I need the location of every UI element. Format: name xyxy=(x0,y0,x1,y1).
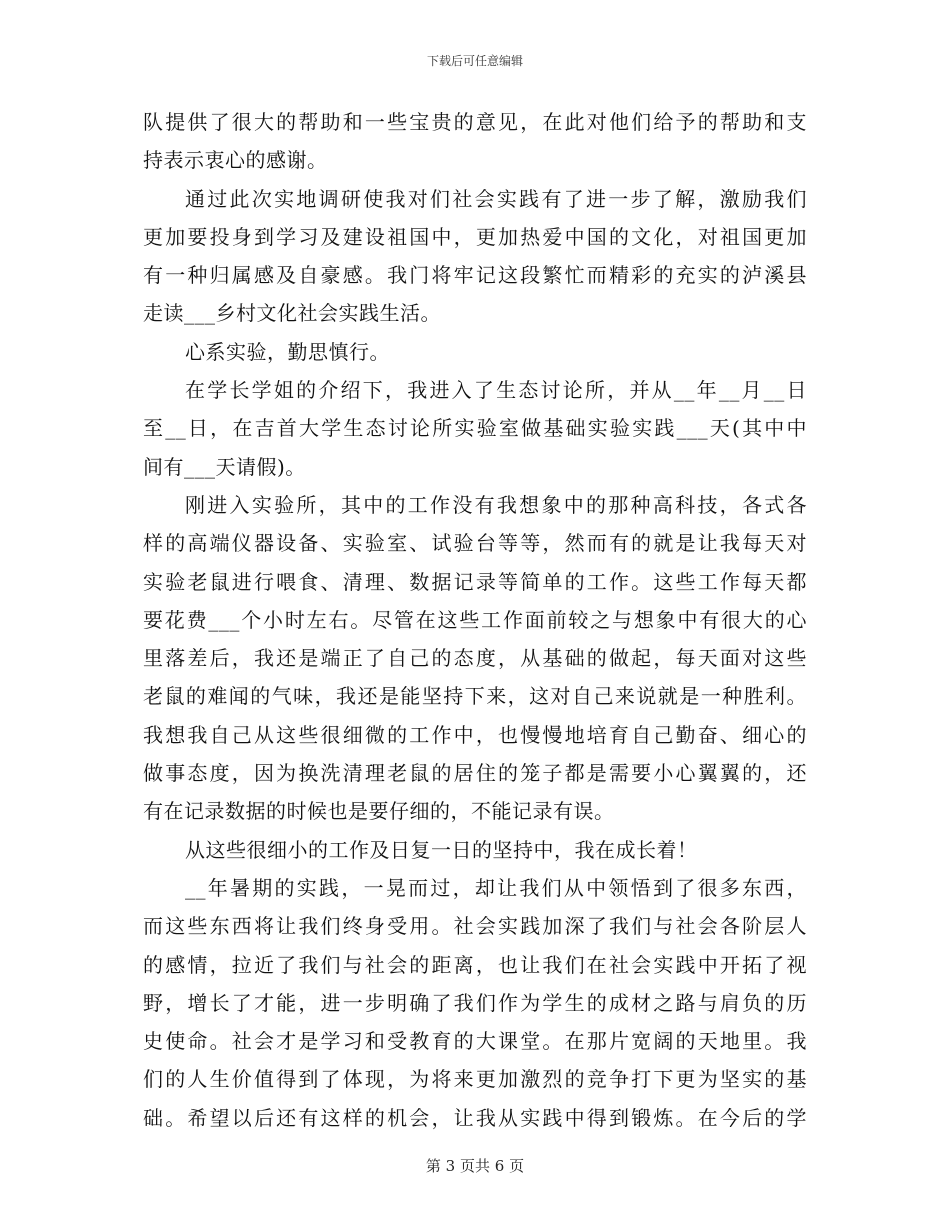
text-line: 从这些很细小的工作及日复一日的坚持中，我在成长着！ xyxy=(185,837,698,862)
paragraph xyxy=(143,486,807,831)
paragraph xyxy=(143,333,807,371)
text-line: 做事态度，因为换洗清理老鼠的居住的笼子都是需要小心翼翼的，还 xyxy=(143,761,807,786)
text-line: 有在记录数据的时候也是要仔细的，不能记录有误。 xyxy=(143,799,615,824)
text-line: 至__日，在吉首大学生态讨论所实验室做基础实验实践___天(其中中 xyxy=(143,416,807,441)
text-line: 有一种归属感及自豪感。我门将牢记这段繁忙而精彩的充实的泸溪县 xyxy=(143,263,807,288)
paragraph xyxy=(143,869,807,1137)
text-line: 心系实验，勤思慎行。 xyxy=(185,339,390,364)
page-number: 第 3 页共 6 页 xyxy=(425,1157,525,1175)
paragraph xyxy=(143,103,807,180)
text-line: 间有___天请假)。 xyxy=(143,454,306,479)
text-line: 的感情，拉近了我们与社会的距离，也让我们在社会实践中开拓了视 xyxy=(143,952,807,977)
paragraph xyxy=(143,180,807,333)
text-line: __年暑期的实践，一晃而过，却让我们从中领悟到了很多东西， xyxy=(185,875,807,900)
text-line: 史使命。社会才是学习和受教育的大课堂。在那片宽阔的天地里。我 xyxy=(143,1029,807,1054)
text-line: 持表示衷心的感谢。 xyxy=(143,148,328,173)
text-line: 更加要投身到学习及建设祖国中，更加热爱中国的文化，对祖国更加 xyxy=(143,224,807,249)
paragraph xyxy=(143,831,807,869)
text-line: 实验老鼠进行喂食、清理、数据记录等简单的工作。这些工作每天都 xyxy=(143,569,807,594)
text-line: 我想我自己从这些很细微的工作中，也慢慢地培育自己勤奋、细心的 xyxy=(143,722,807,747)
document-body xyxy=(143,103,807,1137)
text-line: 走读___乡村文化社会实践生活。 xyxy=(143,301,441,326)
text-line: 们的人生价值得到了体现，为将来更加激烈的竞争打下更为坚实的基 xyxy=(143,1067,807,1092)
text-line: 通过此次实地调研使我对们社会实践有了进一步了解，激励我们 xyxy=(185,186,807,211)
paragraph xyxy=(143,371,807,486)
text-line: 础。希望以后还有这样的机会，让我从实践中得到锻炼。在今后的学 xyxy=(143,1105,807,1130)
text-line: 队提供了很大的帮助和一些宝贵的意见，在此对他们给予的帮助和支 xyxy=(143,110,807,134)
text-line: 里落差后，我还是端正了自己的态度，从基础的做起，每天面对这些 xyxy=(143,646,807,671)
text-line: 刚进入实验所，其中的工作没有我想象中的那种高科技，各式各 xyxy=(185,492,807,517)
text-line: 老鼠的难闻的气味，我还是能坚持下来，这对自己来说就是一种胜利。 xyxy=(143,684,807,709)
text-line: 在学长学姐的介绍下，我进入了生态讨论所，并从__年__月__日 xyxy=(185,378,807,403)
text-line: 要花费___个小时左右。尽管在这些工作面前较之与想象中有很大的心 xyxy=(143,607,807,632)
text-line: 样的高端仪器设备、实验室、试验台等等，然而有的就是让我每天对 xyxy=(143,531,807,556)
text-line: 而这些东西将让我们终身受用。社会实践加深了我们与社会各阶层人 xyxy=(143,914,807,939)
page-header: 下载后可任意编辑 xyxy=(426,54,523,68)
text-line: 野，增长了才能，进一步明确了我们作为学生的成材之路与肩负的历 xyxy=(143,990,807,1015)
